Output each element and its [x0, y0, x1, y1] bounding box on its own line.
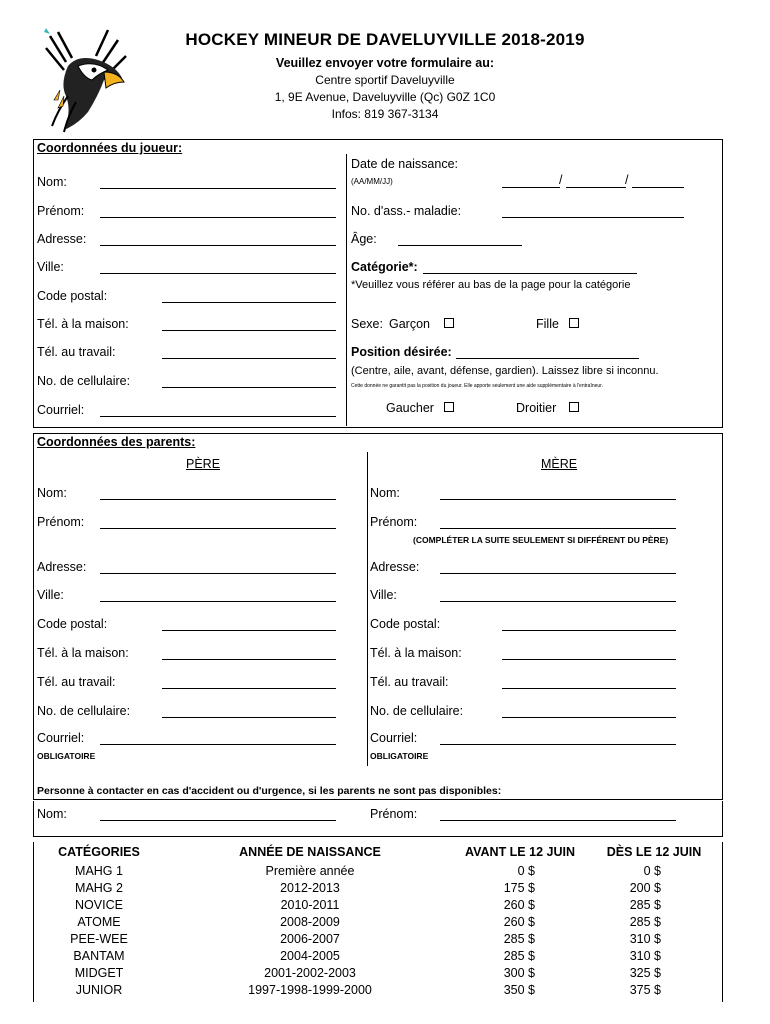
gaucher-checkbox[interactable] [444, 402, 454, 412]
table-row [33, 896, 723, 913]
player-adresse-field[interactable] [100, 245, 336, 246]
pere-heading: PÈRE [186, 457, 221, 471]
cell-des: 310 $ [629, 948, 661, 963]
mere-prenom-label: Prénom: [370, 515, 418, 529]
categories-header-row [33, 842, 723, 862]
cell-annee: 2006-2007 [280, 931, 340, 946]
address-line-2: 1, 9E Avenue, Daveluyville (Qc) G0Z 1C0 [274, 90, 496, 104]
position-label: Position désirée: [351, 345, 452, 359]
date-format-label: (AA/MM/JJ) [351, 177, 393, 186]
form-header [150, 30, 620, 121]
position-field[interactable] [456, 358, 639, 359]
player-cellulaire-label: No. de cellulaire: [37, 374, 131, 388]
categorie-field[interactable] [423, 273, 637, 274]
table-row [33, 964, 723, 981]
mere-ville-field[interactable] [440, 601, 676, 602]
mere-cellulaire-field[interactable] [502, 717, 676, 718]
gaucher-label: Gaucher [386, 401, 434, 415]
cell-categorie: PEE-WEE [70, 931, 128, 946]
assurance-field[interactable] [502, 217, 684, 218]
mere-nom-label: Nom: [370, 486, 400, 500]
table-row [33, 930, 723, 947]
cell-des: 325 $ [629, 965, 661, 980]
pere-obligatoire: OBLIGATOIRE [37, 751, 96, 761]
emergency-nom-label: Nom: [37, 807, 67, 821]
player-ville-field[interactable] [100, 273, 336, 274]
age-field[interactable] [398, 245, 522, 246]
cell-annee: 2001-2002-2003 [264, 965, 356, 980]
assurance-label: No. d'ass.- maladie: [351, 204, 462, 218]
player-section-title: Coordonnées du joueur: [37, 141, 183, 155]
mere-courriel-label: Courriel: [370, 731, 418, 745]
pere-code-postal-label: Code postal: [37, 617, 108, 631]
cell-avant: 175 $ [503, 880, 535, 895]
emergency-text: Personne à contacter en cas d'accident ou d'urgence, si les parents ne sont pas disponibles: [37, 785, 502, 797]
player-courriel-label: Courriel: [37, 403, 85, 417]
mere-adresse-label: Adresse: [370, 560, 420, 574]
date-naissance-label: Date de naissance: [351, 157, 459, 171]
table-row [33, 981, 723, 998]
mere-code-postal-label: Code postal: [370, 617, 441, 631]
pere-courriel-label: Courriel: [37, 731, 85, 745]
player-cellulaire-field[interactable] [162, 387, 336, 388]
cell-annee: 1997-1998-1999-2000 [248, 982, 372, 997]
fille-checkbox[interactable] [569, 318, 579, 328]
header-annee: ANNÉE DE NAISSANCE [239, 845, 381, 859]
eagle-logo [38, 26, 138, 138]
pere-cellulaire-field[interactable] [162, 717, 336, 718]
position-note: (Centre, aile, avant, défense, gardien). Laissez libre si inconnu. [351, 365, 659, 377]
cell-annee: 2004-2005 [280, 948, 340, 963]
mere-ville-label: Ville: [370, 588, 397, 602]
player-divider [346, 154, 347, 426]
header-categories: CATÉGORIES [58, 845, 140, 859]
emergency-prenom-field[interactable] [440, 820, 676, 821]
player-ville-label: Ville: [37, 260, 64, 274]
mere-nom-field[interactable] [440, 499, 676, 500]
player-tel-travail-label: Tél. au travail: [37, 345, 116, 359]
table-row [33, 879, 723, 896]
date-year-field[interactable] [502, 187, 560, 188]
table-row [33, 862, 723, 879]
cell-avant: 260 $ [503, 914, 535, 929]
mere-tel-maison-label: Tél. à la maison: [370, 646, 462, 660]
sexe-label: Sexe: [351, 317, 383, 331]
player-code-postal-field[interactable] [162, 302, 336, 303]
player-nom-field[interactable] [100, 188, 336, 189]
mere-cellulaire-label: No. de cellulaire: [370, 704, 464, 718]
header-avant: AVANT LE 12 JUIN [465, 845, 575, 859]
age-label: Âge: [351, 232, 377, 246]
cell-avant: 300 $ [503, 965, 535, 980]
pere-courriel-field[interactable] [100, 744, 336, 745]
categorie-label: Catégorie*: [351, 260, 418, 274]
cell-categorie: NOVICE [75, 897, 123, 912]
cell-des: 200 $ [629, 880, 661, 895]
cell-annee: Première année [265, 863, 355, 878]
cell-des: 0 $ [643, 863, 661, 878]
garcon-label: Garçon [389, 317, 430, 331]
address-line-1: Centre sportif Daveluyville [315, 73, 455, 87]
parents-divider [367, 452, 368, 766]
table-row [33, 913, 723, 930]
categorie-note: *Veuillez vous référer au bas de la page pour la catégorie [351, 279, 631, 291]
pere-prenom-label: Prénom: [37, 515, 85, 529]
pere-tel-maison-field[interactable] [162, 659, 336, 660]
table-row [33, 947, 723, 964]
pere-ville-label: Ville: [37, 588, 64, 602]
categories-table [33, 842, 723, 998]
pere-nom-label: Nom: [37, 486, 67, 500]
pere-adresse-field[interactable] [100, 573, 336, 574]
cell-categorie: MAHG 1 [75, 863, 123, 878]
cell-avant: 260 $ [503, 897, 535, 912]
cell-categorie: MAHG 2 [75, 880, 123, 895]
mere-adresse-field[interactable] [440, 573, 676, 574]
cell-categorie: ATOME [77, 914, 121, 929]
garcon-checkbox[interactable] [444, 318, 454, 328]
mere-note: (COMPLÉTER LA SUITE SEULEMENT SI DIFFÉRENT DU PÈRE) [413, 535, 669, 545]
droitier-label: Droitier [516, 401, 557, 415]
mere-tel-maison-field[interactable] [502, 659, 676, 660]
player-adresse-label: Adresse: [37, 232, 87, 246]
cell-annee: 2010-2011 [280, 897, 340, 912]
cell-categorie: JUNIOR [75, 982, 123, 997]
cell-avant: 0 $ [517, 863, 535, 878]
player-tel-travail-field[interactable] [162, 358, 336, 359]
form-subtitle: Veuillez envoyer votre formulaire au: [275, 56, 495, 70]
parents-section-title: Coordonnées des parents: [37, 435, 196, 449]
emergency-nom-field[interactable] [100, 820, 336, 821]
pere-tel-travail-label: Tél. au travail: [37, 675, 116, 689]
mere-code-postal-field[interactable] [502, 630, 676, 631]
cell-categorie: MIDGET [74, 965, 124, 980]
mere-tel-travail-field[interactable] [502, 688, 676, 689]
player-tel-maison-field[interactable] [162, 330, 336, 331]
pere-code-postal-field[interactable] [162, 630, 336, 631]
emergency-prenom-label: Prénom: [370, 807, 418, 821]
date-month-field[interactable] [566, 187, 626, 188]
cell-des: 310 $ [629, 931, 661, 946]
player-prenom-field[interactable] [100, 217, 336, 218]
mere-tel-travail-label: Tél. au travail: [370, 675, 449, 689]
player-tel-maison-label: Tél. à la maison: [37, 317, 129, 331]
player-code-postal-label: Code postal: [37, 289, 108, 303]
pere-ville-field[interactable] [100, 601, 336, 602]
pere-tel-travail-field[interactable] [162, 688, 336, 689]
pere-nom-field[interactable] [100, 499, 336, 500]
cell-avant: 285 $ [503, 931, 535, 946]
position-fine-print: Cette donnée ne garantit pas la position du joueur. Elle apporte seulement une aide supplémentaire à l'entraîneur. [351, 383, 603, 389]
date-slash-2: / [625, 173, 629, 187]
player-courriel-field[interactable] [100, 416, 336, 417]
mere-courriel-field[interactable] [440, 744, 676, 745]
pere-tel-maison-label: Tél. à la maison: [37, 646, 129, 660]
pere-adresse-label: Adresse: [37, 560, 87, 574]
cell-des: 375 $ [629, 982, 661, 997]
pere-cellulaire-label: No. de cellulaire: [37, 704, 131, 718]
player-prenom-label: Prénom: [37, 204, 85, 218]
infos-line: Infos: 819 367-3134 [331, 107, 439, 121]
mere-obligatoire: OBLIGATOIRE [370, 751, 429, 761]
date-day-field[interactable] [632, 187, 684, 188]
cell-des: 285 $ [629, 897, 661, 912]
form-title: HOCKEY MINEUR DE DAVELUYVILLE 2018-2019 [185, 30, 585, 49]
droitier-checkbox[interactable] [569, 402, 579, 412]
date-slash-1: / [559, 173, 563, 187]
mere-heading: MÈRE [541, 457, 578, 471]
mere-prenom-field[interactable] [440, 528, 676, 529]
header-des: DÈS LE 12 JUIN [606, 845, 702, 859]
cell-annee: 2012-2013 [280, 880, 340, 895]
cell-categorie: BANTAM [73, 948, 125, 963]
cell-des: 285 $ [629, 914, 661, 929]
cell-annee: 2008-2009 [280, 914, 340, 929]
cell-avant: 350 $ [503, 982, 535, 997]
pere-prenom-field[interactable] [100, 528, 336, 529]
fille-label: Fille [536, 317, 559, 331]
cell-avant: 285 $ [503, 948, 535, 963]
player-nom-label: Nom: [37, 175, 67, 189]
